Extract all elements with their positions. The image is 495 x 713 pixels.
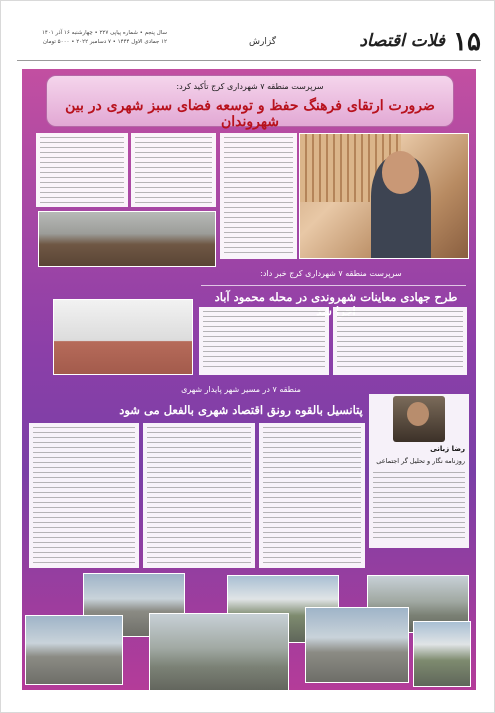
issue-info	[17, 29, 167, 47]
article1-text-column	[36, 133, 128, 207]
article3-text-column	[29, 423, 139, 568]
green-space-photo	[38, 211, 216, 267]
article3-text-column	[143, 423, 255, 568]
article2-title: طرح جهادی معاینات شهروندی در محله محمود آباد	[214, 290, 458, 304]
sidewalk-photo	[413, 621, 471, 687]
section-label: گزارش	[249, 37, 277, 47]
author-card	[369, 394, 469, 548]
article3-kicker: منطقه ۷ در مسیر شهر پایدار شهری	[181, 385, 301, 394]
official-portrait-photo	[299, 133, 469, 259]
article1-text-column	[220, 133, 297, 259]
newspaper-logo: فلات اقتصاد	[359, 31, 445, 51]
page-number: ۱۵	[453, 27, 481, 57]
issue-info-line: ۱۲ جمادی الاول ۱۴۴۴ • ۷ دسامبر ۲۰۲۲ • ۵۰۰۰ تومان	[42, 39, 167, 45]
article1-kicker: سرپرست منطقه ۷ شهرداری کرج تأکید کرد:	[176, 82, 324, 91]
article1-text-column	[131, 133, 216, 207]
page-header	[17, 25, 481, 61]
author-photo	[393, 396, 445, 442]
article2-kicker: سرپرست منطقه ۷ شهرداری کرج خبر داد:	[260, 269, 402, 278]
tree-lined-street-photo	[25, 615, 123, 685]
author-text	[373, 472, 465, 542]
divider	[201, 285, 466, 286]
shopping-street-photo	[305, 607, 409, 683]
article2-text-column	[333, 307, 467, 375]
article2-text-column	[199, 307, 329, 375]
article3-text-column	[259, 423, 365, 568]
author-name: رضا زبانی	[430, 445, 465, 453]
article3-title: پتانسیل بالقوه رونق اقتصاد شهری بالفعل می شود	[119, 403, 363, 417]
article1-headline-box	[46, 75, 454, 130]
health-screening-photo	[53, 299, 193, 375]
issue-info-line: سال پنجم • شماره پیاپی ۲۲۷ • چهارشنبه ۱۶ آذر ۱۴۰۱	[41, 30, 167, 36]
plaza-photo	[149, 613, 289, 691]
author-role: روزنامه نگار و تحلیل گر اجتماعی	[376, 457, 465, 465]
article1-title: ضرورت ارتقای فرهنگ حفظ و توسعه فضای سبز شهری در بین شهروندان	[65, 98, 435, 130]
